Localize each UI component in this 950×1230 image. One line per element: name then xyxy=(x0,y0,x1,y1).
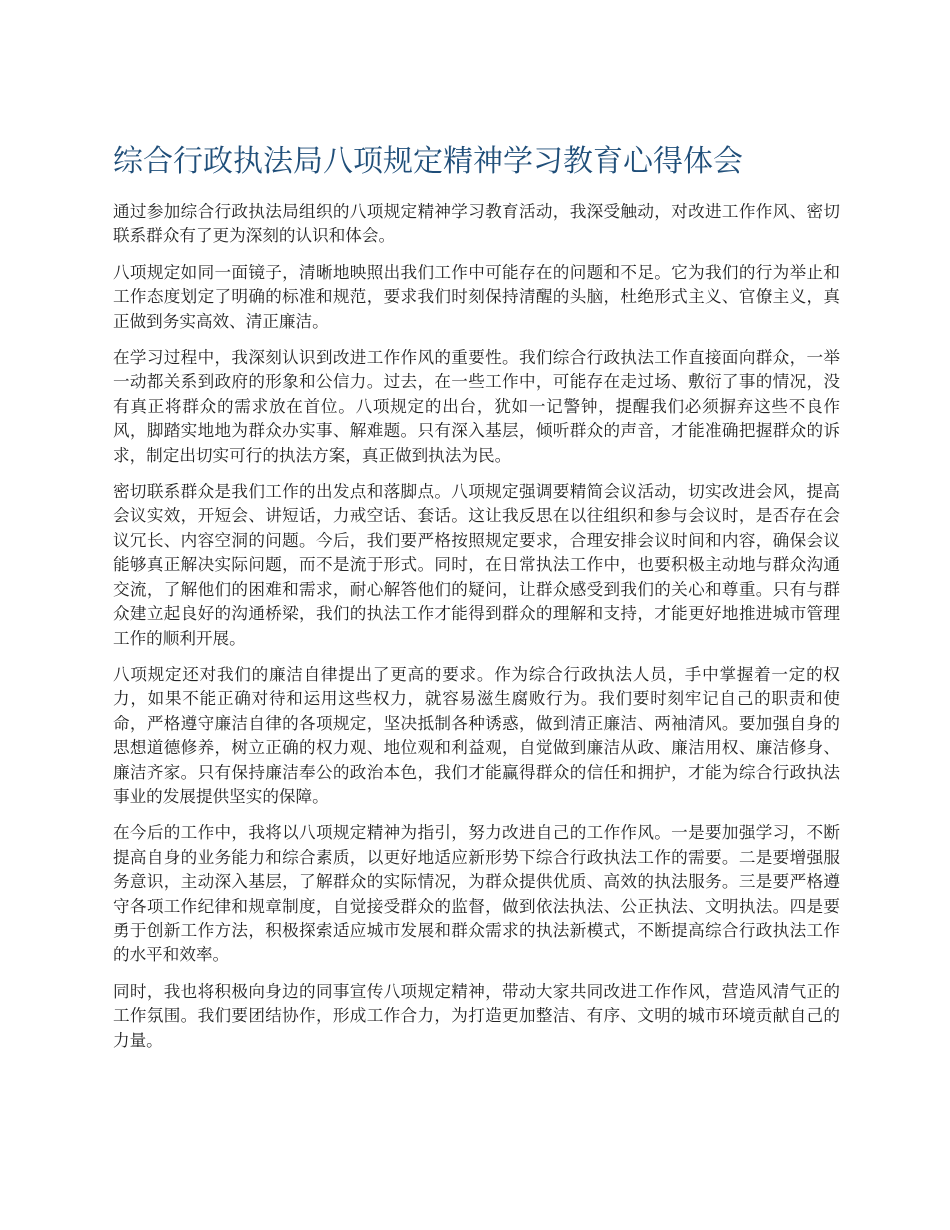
paragraph-7: 同时，我也将积极向身边的同事宣传八项规定精神，带动大家共同改进工作作风，营造风清气正的工作氛围。我们要团结协作，形成工作合力，为打造更加整洁、有序、文明的城市环境贡献自己的力量。 xyxy=(113,981,840,1050)
paragraph-5: 八项规定还对我们的廉洁自律提出了更高的要求。作为综合行政执法人员，手中掌握着一定的权力，如果不能正确对待和运用这些权力，就容易滋生腐败行为。我们要时刻牢记自己的职责和使命，严格遵守廉洁自律的各项规定，坚决抵制各种诱惑，做到清正廉洁、两袖清风。要加强自身的思想道德修养，树立正确的权力观、地位观和利益观，自觉做到廉洁从政、廉洁用权、廉洁修身、廉洁齐家。只有保持廉洁奉公的政治本色，我们才能赢得群众的信任和拥护，才能为综合行政执法事业的发展提供坚实的保障。 xyxy=(113,664,840,806)
paragraph-2: 八项规定如同一面镜子，清晰地映照出我们工作中可能存在的问题和不足。它为我们的行为举止和工作态度划定了明确的标准和规范，要求我们时刻保持清醒的头脑，杜绝形式主义、官僚主义，真正做到务实高效、清正廉洁。 xyxy=(113,262,840,331)
paragraph-4: 密切联系群众是我们工作的出发点和落脚点。八项规定强调要精简会议活动，切实改进会风，提高会议实效，开短会、讲短话，力戒空话、套话。这让我反思在以往组织和参与会议时，是否存在会议冗长、内容空洞的问题。今后，我们要严格按照规定要求，合理安排会议时间和内容，确保会议能够真正解决实际问题，而不是流于形式。同时，在日常执法工作中，也要积极主动地与群众沟通交流，了解他们的困难和需求，耐心解答他们的疑问，让群众感受到我们的关心和尊重。只有与群众建立起良好的沟通桥梁，我们的执法工作才能得到群众的理解和支持，才能更好地推进城市管理工作的顺利开展。 xyxy=(113,482,840,648)
paragraph-6: 在今后的工作中，我将以八项规定精神为指引，努力改进自己的工作作风。一是要加强学习，不断提高自身的业务能力和综合素质，以更好地适应新形势下综合行政执法工作的需要。二是要增强服务意识，主动深入基层，了解群众的实际情况，为群众提供优质、高效的执法服务。三是要严格遵守各项工作纪律和规章制度，自觉接受群众的监督，做到依法执法、公正执法、文明执法。四是要勇于创新工作方法，积极探索适应城市发展和群众需求的执法新模式，不断提高综合行政执法工作的水平和效率。 xyxy=(113,823,840,965)
paragraph-3: 在学习过程中，我深刻认识到改进工作作风的重要性。我们综合行政执法工作直接面向群众，一举一动都关系到政府的形象和公信力。过去，在一些工作中，可能存在走过场、敷衍了事的情况，没有真正将群众的需求放在首位。八项规定的出台，犹如一记警钟，提醒我们必须摒弃这些不良作风，脚踏实地地为群众办实事、解难题。只有深入基层，倾听群众的声音，才能准确把握群众的诉求，制定出切实可行的执法方案，真正做到执法为民。 xyxy=(113,348,840,465)
document-page xyxy=(113,138,840,1065)
paragraph-1: 通过参加综合行政执法局组织的八项规定精神学习教育活动，我深受触动，对改进工作作风、密切联系群众有了更为深刻的认识和体会。 xyxy=(113,202,840,246)
document-title: 综合行政执法局八项规定精神学习教育心得体会 xyxy=(113,144,743,179)
